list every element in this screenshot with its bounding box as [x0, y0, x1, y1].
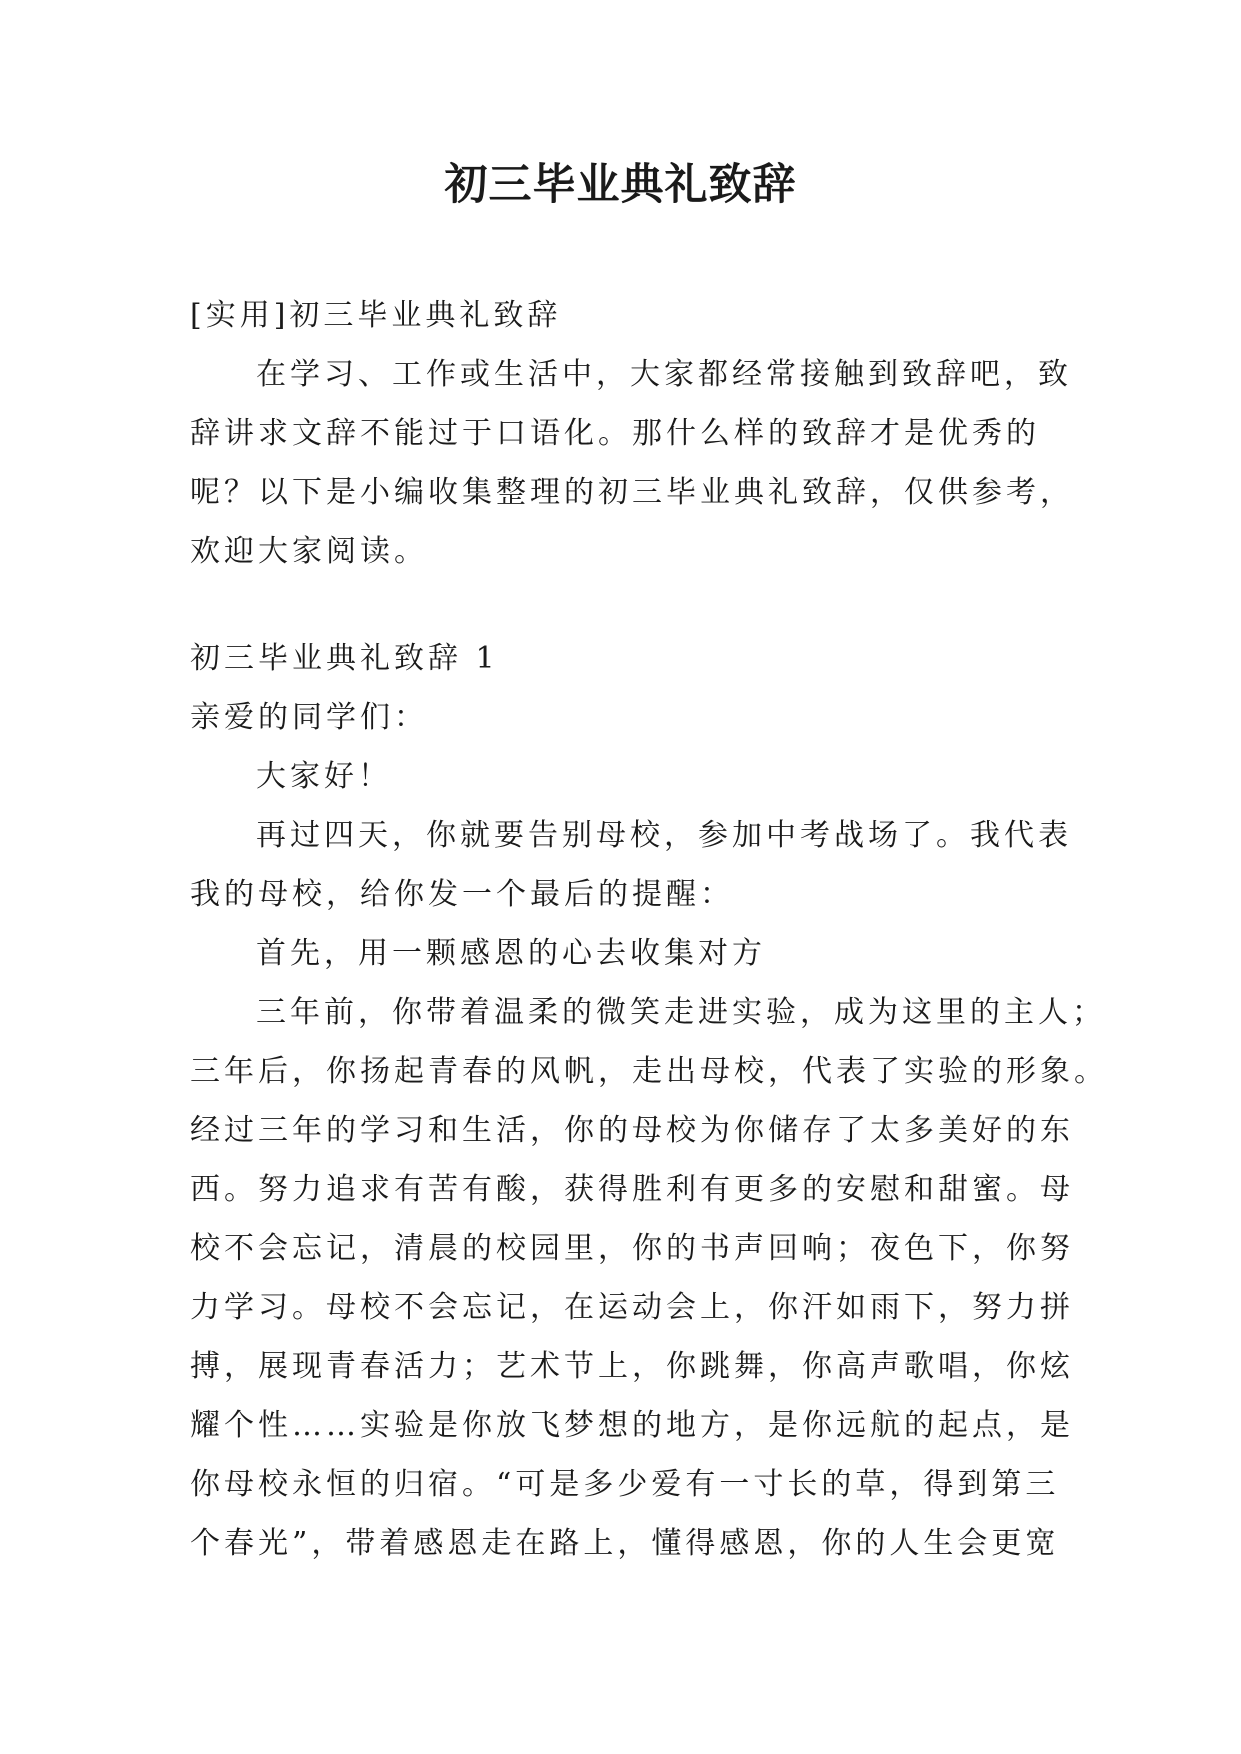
- paragraph-line: 耀个性……实验是你放飞梦想的地方，是你远航的起点，是: [190, 1408, 1074, 1443]
- paragraph-line: 三年前，你带着温柔的微笑走进实验，成为这里的主人；: [256, 995, 1106, 1030]
- paragraph-line: 我的母校，给你发一个最后的提醒：: [190, 877, 734, 912]
- intro-line: 在学习、工作或生活中，大家都经常接触到致辞吧，致: [256, 357, 1072, 392]
- greeting: 大家好！: [256, 759, 392, 794]
- paragraph-line: 经过三年的学习和生活，你的母校为你储存了太多美好的东: [190, 1113, 1074, 1148]
- document-body: [190, 286, 1108, 1573]
- paragraph-line: 个春光”，带着感恩走在路上，懂得感恩，你的人生会更宽: [190, 1526, 1060, 1561]
- document-title: 初三毕业典礼致辞: [444, 160, 797, 210]
- paragraph-line: 三年后，你扬起青春的风帆，走出母校，代表了实验的形象。: [190, 1054, 1108, 1089]
- paragraph-line: 校不会忘记，清晨的校园里，你的书声回响；夜色下，你努: [190, 1231, 1074, 1266]
- document-subtitle: [实用]初三毕业典礼致辞: [190, 298, 562, 333]
- intro-line: 欢迎大家阅读。: [190, 534, 428, 569]
- point-heading: 首先，用一颗感恩的心去收集对方: [256, 936, 766, 971]
- intro-line: 辞讲求文辞不能过于口语化。那什么样的致辞才是优秀的: [190, 416, 1040, 451]
- paragraph-line: 力学习。母校不会忘记，在运动会上，你汗如雨下，努力拼: [190, 1290, 1074, 1325]
- paragraph-line: 西。努力追求有苦有酸，获得胜利有更多的安慰和甜蜜。母: [190, 1172, 1074, 1207]
- paragraph-line: 搏，展现青春活力；艺术节上，你跳舞，你高声歌唱，你炫: [190, 1349, 1074, 1384]
- salutation: 亲爱的同学们：: [190, 700, 428, 735]
- intro-line: 呢？以下是小编收集整理的初三毕业典礼致辞，仅供参考，: [190, 475, 1074, 510]
- paragraph-line: 再过四天，你就要告别母校，参加中考战场了。我代表: [256, 818, 1072, 853]
- section-heading: 初三毕业典礼致辞 1: [190, 641, 499, 676]
- paragraph-line: 你母校永恒的归宿。“可是多少爱有一寸长的草，得到第三: [190, 1467, 1060, 1502]
